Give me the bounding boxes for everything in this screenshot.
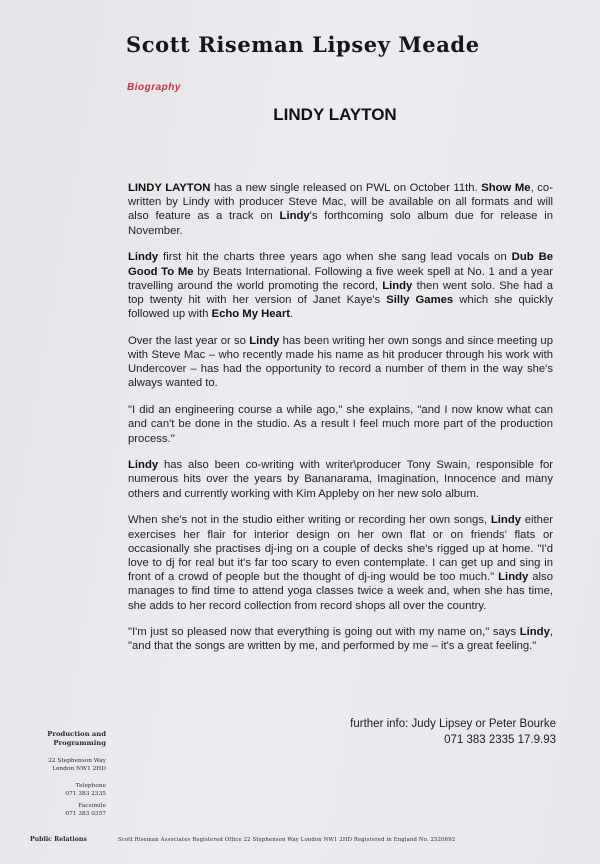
text-run: either exercises her flair for interior design on her own flat or on friends' flats or occasionally she practises dj-ing on a couple of decks she's rigged up at home. "I'd love to dj for real but it's far too scary to even contemplate. I can get up and sing in front of a crowd of people but the thought of dj-ing would be too much." [128,514,553,584]
footer-registration: Scott Riseman Associates Registered Office 22 Stephenson Way London NW1 2HD Registered in England No. 2520692 [118,837,456,843]
footer-department: Public Relations [30,836,87,843]
text-run: has a new single released on PWL on October 11th. [210,182,482,194]
bold-text: LINDY LAYTON [128,182,211,194]
bold-text: Echo My Heart [211,308,291,321]
department-heading-line2: Programming [53,739,106,747]
firm-name: Scott Riseman Lipsey Meade [126,32,480,57]
facsimile-label: Facsimile [78,803,106,809]
text-run: . [290,308,294,321]
text-run: , "and that the songs are written by me, and performed by me – it's a great feeling." [128,626,553,653]
text-run: has been writing her own songs and since meeting up with Steve Mac – who recently made his name as hit producer through his work with Undercover – has had the opportunity to record a number of them in the way she's always wanted to. [128,334,553,390]
bold-text: Dub Be Good To Me [128,251,554,278]
body-paragraph [128,181,553,238]
department-heading-line1: Production and [47,730,106,738]
bold-text: Lindy [382,279,413,292]
office-details [28,730,106,818]
bold-text: Silly Games [386,293,454,306]
text-run: , co-written by Lindy with producer Steve Mac, will be available on all formats and will also feature as a track on [128,182,553,223]
contact-info [330,716,556,748]
bold-text: Lindy [128,251,159,264]
telephone-number: 071 383 2335 [65,791,106,797]
text-run: Over the last year or so [128,334,250,347]
body-paragraph [128,403,553,446]
text-run: has also been co-writing with writer\producer Tony Swain, responsible for numerous hits over the years by Bananarama, Imagination, Innocence and many others and currently working with Kim Appleby on her new solo album. [128,459,553,500]
bold-text: Lindy [128,459,159,472]
section-label: Biography [127,82,181,93]
body-paragraph [128,250,553,321]
body-paragraph [128,625,553,653]
text-run: also manages to find time to attend yoga classes twice a week and, when she has time, she adds to her record collection from record shops all over the country. [128,571,553,612]
page-title: LINDY LAYTON [273,105,397,124]
body-paragraph [128,458,553,501]
facsimile-number: 071 383 0357 [65,811,106,817]
text-run: "I did an engineering course a while ago," she explains, "and I now know what can and can't be done in the studio. As a result I feel much more part of the production process." [128,404,553,445]
bold-text: Lindy [498,571,529,584]
bold-text: Lindy [519,626,550,639]
text-run: which she quickly followed up with [128,293,553,321]
bold-text: Lindy [249,334,280,347]
bold-text: Lindy [490,514,521,527]
body-paragraph [128,334,553,391]
address-line2: London NW1 2HD [52,766,106,772]
address-line1: 22 Stephenson Way [48,758,106,764]
text-run: then went solo. She had a top twenty hit with her version of Janet Kaye's [128,279,553,306]
bold-text: Lindy [279,210,310,223]
text-run: first hit the charts three years ago when she sang lead vocals on [158,251,512,264]
text-run: When she's not in the studio either writing or recording her own songs, [128,514,491,527]
body-paragraph [128,513,553,612]
bold-text: Show Me [481,182,531,194]
text-run: "I'm just so pleased now that everything is going out with my name on," says [128,626,520,639]
contact-line-phone-date: 071 383 2335 17.9.93 [444,734,556,746]
contact-line-names: further info: Judy Lipsey or Peter Bourke [350,718,556,730]
telephone-label: Telephone [75,783,106,789]
biography-body [128,181,553,666]
text-run: 's forthcoming solo album due for release in November. [128,210,553,237]
text-run: by Beats International. Following a five week spell at No. 1 and a year travelling around the world promoting the record, [128,265,554,292]
